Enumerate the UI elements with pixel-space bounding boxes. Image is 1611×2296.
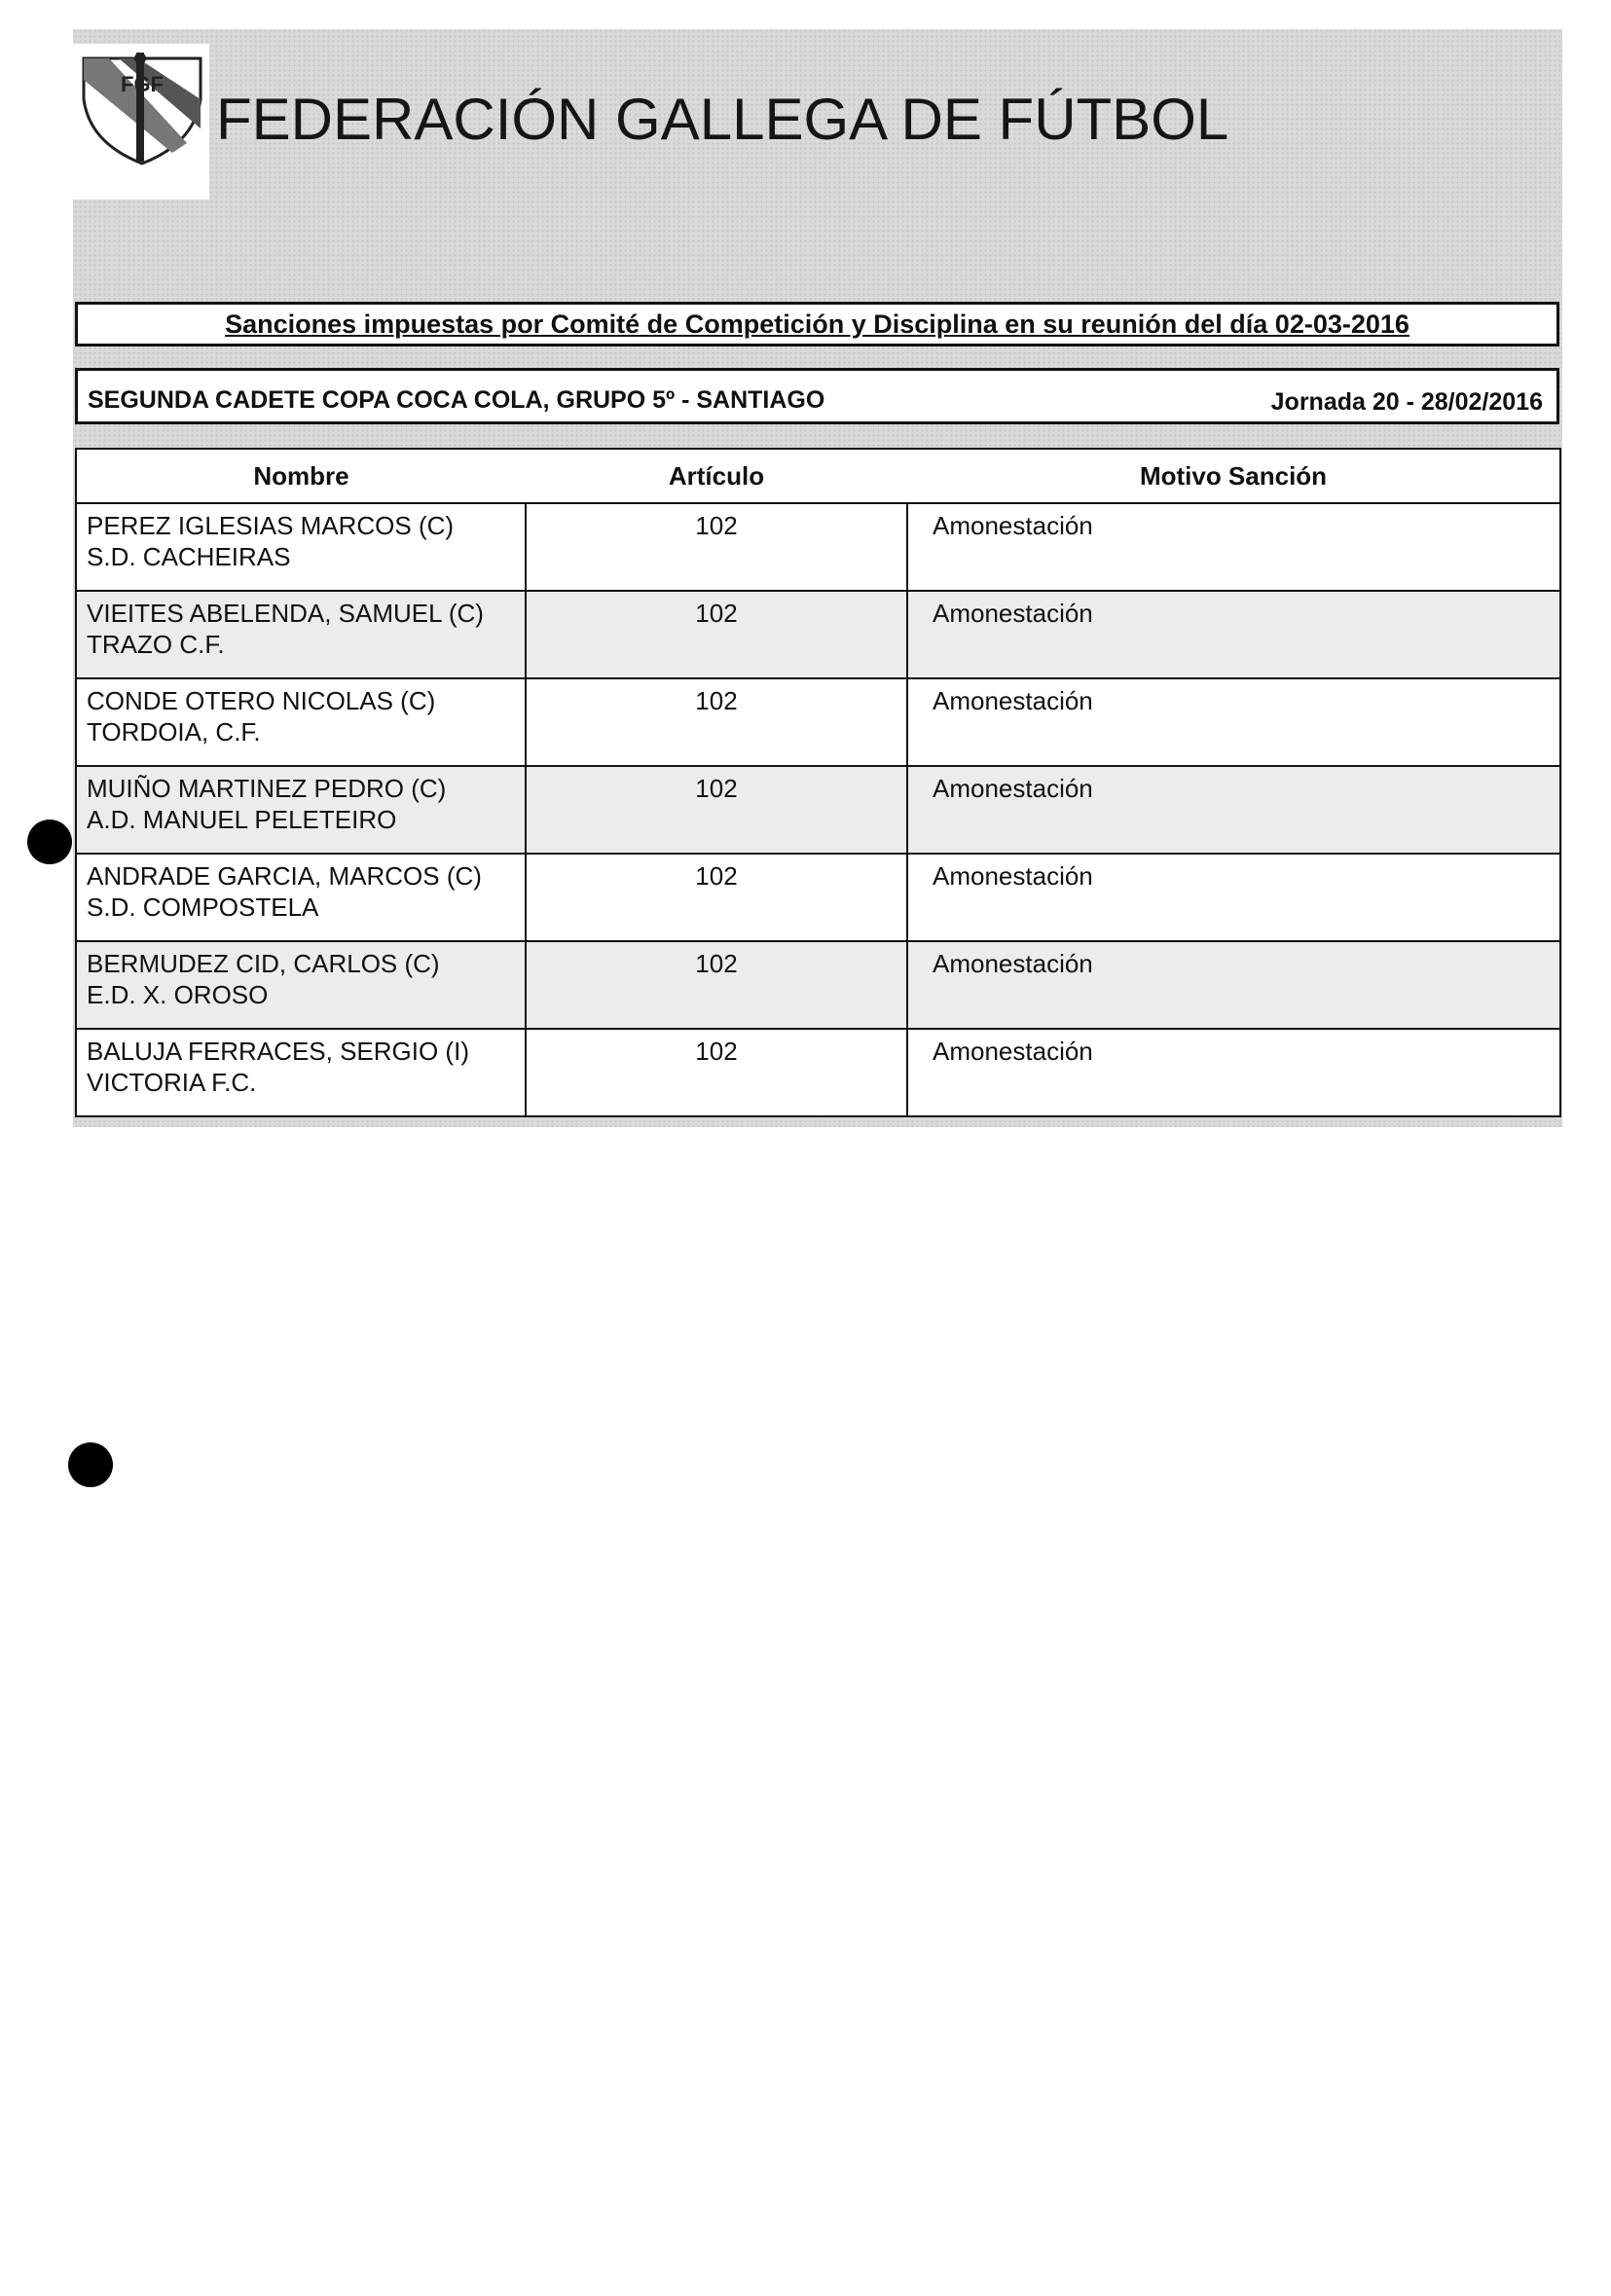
reason-cell: Amonestación (907, 854, 1560, 941)
player-name: VIEITES ABELENDA, SAMUEL (C) (87, 599, 484, 628)
player-name: PEREZ IGLESIAS MARCOS (C) (87, 511, 455, 540)
table-row (76, 591, 1560, 678)
reason-cell: Amonestación (907, 678, 1560, 766)
article-cell: 102 (526, 503, 907, 591)
name-cell (76, 941, 526, 1029)
table-row (76, 854, 1560, 941)
table-row (76, 766, 1560, 854)
article-cell: 102 (526, 1029, 907, 1116)
name-cell (76, 766, 526, 854)
name-cell (76, 854, 526, 941)
article-cell: 102 (526, 941, 907, 1029)
article-cell: 102 (526, 678, 907, 766)
column-header-name: Nombre (76, 449, 526, 503)
matchday: Jornada 20 - 28/02/2016 (1270, 388, 1543, 416)
club-name: VICTORIA F.C. (87, 1068, 257, 1097)
svg-text:FGF: FGF (121, 72, 164, 96)
article-cell: 102 (526, 854, 907, 941)
hole-punch-mark (68, 1442, 113, 1487)
club-name: S.D. CACHEIRAS (87, 542, 291, 571)
sanctions-title-box (75, 302, 1559, 346)
article-cell: 102 (526, 591, 907, 678)
player-name: CONDE OTERO NICOLAS (C) (87, 686, 436, 715)
table-header-row (76, 449, 1560, 503)
club-name: S.D. COMPOSTELA (87, 893, 319, 922)
table-row (76, 503, 1560, 591)
club-name: TORDOIA, C.F. (87, 717, 261, 747)
sanctions-title: Sanciones impuestas por Comité de Competición y Disciplina en su reunión del día 02-03-2016 (225, 310, 1410, 339)
name-cell (76, 503, 526, 591)
player-name: BERMUDEZ CID, CARLOS (C) (87, 949, 440, 978)
federation-shield-logo (80, 51, 204, 165)
player-name: MUIÑO MARTINEZ PEDRO (C) (87, 774, 447, 803)
name-cell (76, 591, 526, 678)
reason-cell: Amonestación (907, 591, 1560, 678)
club-name: A.D. MANUEL PELETEIRO (87, 805, 397, 834)
reason-cell: Amonestación (907, 1029, 1560, 1116)
column-header-reason: Motivo Sanción (907, 449, 1560, 503)
hole-punch-mark (27, 820, 72, 864)
table-row (76, 1029, 1560, 1116)
sanctions-table (75, 448, 1561, 1117)
column-header-article: Artículo (526, 449, 907, 503)
player-name: BALUJA FERRACES, SERGIO (I) (87, 1037, 469, 1066)
organization-title: FEDERACIÓN GALLEGA DE FÚTBOL (216, 87, 1229, 152)
name-cell (76, 678, 526, 766)
table-row (76, 941, 1560, 1029)
reason-cell: Amonestación (907, 766, 1560, 854)
reason-cell: Amonestación (907, 503, 1560, 591)
reason-cell: Amonestación (907, 941, 1560, 1029)
club-name: TRAZO C.F. (87, 630, 225, 659)
article-cell: 102 (526, 766, 907, 854)
player-name: ANDRADE GARCIA, MARCOS (C) (87, 861, 482, 891)
competition-box (75, 368, 1559, 424)
competition-name: SEGUNDA CADETE COPA COCA COLA, GRUPO 5º - SANTIAGO (88, 386, 825, 414)
table-row (76, 678, 1560, 766)
name-cell (76, 1029, 526, 1116)
club-name: E.D. X. OROSO (87, 980, 269, 1009)
